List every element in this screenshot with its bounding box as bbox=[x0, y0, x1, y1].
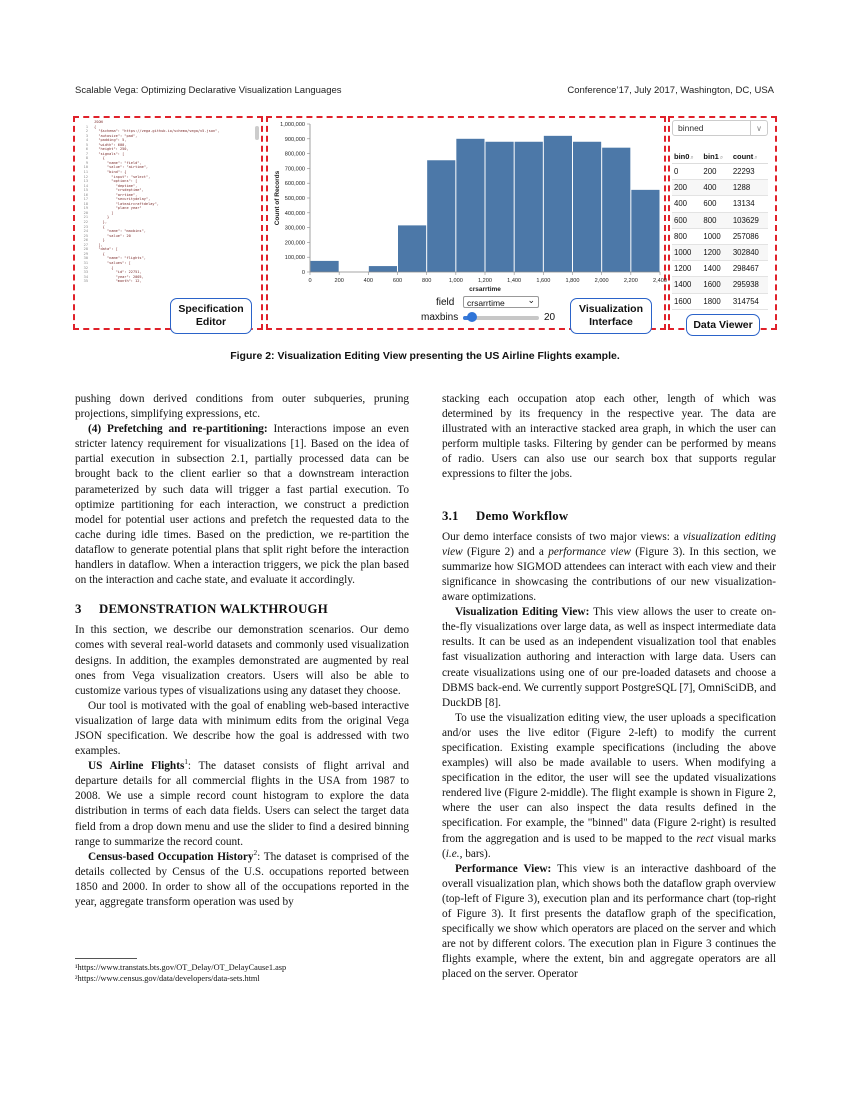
section-number: 3 bbox=[75, 602, 82, 617]
maxbins-label: maxbins bbox=[421, 312, 459, 323]
table-cell: 800 bbox=[701, 212, 730, 228]
footnote-2[interactable]: ²https://www.census.gov/data/developers/data-sets.html bbox=[75, 974, 260, 983]
column-header-label: bin1 bbox=[703, 151, 719, 161]
table-cell: 400 bbox=[701, 180, 730, 196]
code-text: { bbox=[94, 265, 114, 270]
table-cell: 600 bbox=[701, 196, 730, 212]
histogram-chart bbox=[268, 118, 667, 298]
histogram-bar bbox=[486, 142, 514, 272]
paragraph-heading: Performance View: bbox=[455, 862, 552, 875]
code-text: "value": "airtime", bbox=[94, 165, 149, 170]
line-number: 17 bbox=[83, 197, 88, 202]
emphasis: visualization editing view bbox=[442, 530, 776, 558]
line-number: 13 bbox=[83, 179, 88, 184]
x-tick-label: 2,200 bbox=[623, 278, 638, 284]
x-tick-label: 1,200 bbox=[478, 278, 492, 284]
column-header-label: count bbox=[732, 151, 754, 161]
running-header-venue: Conference’17, July 2017, Washington, DC, USA bbox=[567, 85, 774, 96]
histogram-bar bbox=[369, 266, 397, 272]
paragraph-heading: US Airline Flights bbox=[88, 760, 185, 773]
line-number: 22 bbox=[83, 220, 88, 225]
y-axis-title: Count of Records bbox=[274, 170, 281, 226]
line-number: 32 bbox=[83, 265, 88, 270]
subsection-heading bbox=[442, 509, 776, 524]
x-tick-label: 0 bbox=[308, 278, 312, 284]
table-cell: 257086 bbox=[731, 228, 768, 244]
column-header-bin0[interactable] bbox=[672, 150, 701, 164]
paragraph bbox=[75, 850, 409, 910]
figure-caption: Figure 2: Visualization Editing View presenting the US Airline Flights example. bbox=[230, 350, 620, 362]
code-text: "name": "flights", bbox=[94, 256, 146, 261]
code-text: "crsdeptime", bbox=[94, 188, 144, 193]
code-text: { bbox=[94, 156, 105, 161]
y-tick-label: 600,000 bbox=[284, 181, 305, 188]
code-text: "bind": { bbox=[94, 170, 127, 175]
table-cell: 200 bbox=[672, 180, 701, 196]
field-select[interactable]: crsarrtime ⌄ bbox=[463, 296, 539, 308]
x-tick-label: 400 bbox=[363, 278, 374, 284]
search-icon[interactable]: ⌕ bbox=[719, 154, 724, 161]
running-header-title: Scalable Vega: Optimizing Declarative Visualization Languages bbox=[75, 85, 342, 96]
table-cell: 1200 bbox=[701, 244, 730, 260]
histogram-bar bbox=[427, 160, 455, 272]
paragraph-text: : The dataset is comprised of the details collected by Census of the U.S. occupations reported between 1850 and 2000. In order to show all of the occupations reported in the year, aggregate transform operation was used by bbox=[75, 850, 409, 908]
column-header-bin1[interactable] bbox=[701, 150, 730, 164]
y-tick-label: 200,000 bbox=[284, 240, 305, 247]
table-row[interactable] bbox=[672, 212, 768, 228]
code-text: "padding": 5, bbox=[94, 138, 127, 143]
line-number: 2 bbox=[85, 129, 88, 134]
line-number: 10 bbox=[83, 165, 88, 170]
table-cell: 1200 bbox=[672, 261, 701, 277]
y-tick-label: 1,000,000 bbox=[280, 122, 305, 128]
table-row[interactable] bbox=[672, 293, 768, 309]
line-number: 18 bbox=[83, 201, 88, 206]
chevron-down-icon: ∨ bbox=[750, 121, 767, 135]
emphasis: i.e., bbox=[445, 847, 463, 860]
histogram-bar bbox=[398, 225, 426, 272]
paragraph-text: This view allows the user to create on-the-fly visualizations over large data, as well as inspect intermediate data results. It can be used as an independent visualization tool that enables fast visualization authoring and interaction with large data. Users can create visualizations using one of our pre-loaded datasets and choose a DBMS back-end. We currently support PostgreSQL [7], OmniSciDB, and DuckDB [8]. bbox=[442, 606, 776, 709]
table-row[interactable] bbox=[672, 228, 768, 244]
table-cell: 1600 bbox=[672, 293, 701, 309]
paragraph: In this section, we describe our demonstration scenarios. Our demo comes with several real-world datasets and commonly used visualization designs. In addition, the examples demonstrated are augmented by real ones from Vega visualization creators. Users will also be able to customize various types of visualizations using any dataset they choose. bbox=[75, 624, 409, 697]
table-cell: 0 bbox=[672, 164, 701, 180]
table-cell: 800 bbox=[672, 228, 701, 244]
x-tick-label: 200 bbox=[334, 278, 344, 284]
line-number: 4 bbox=[85, 138, 88, 143]
table-cell: 1800 bbox=[701, 293, 730, 309]
line-number: 35 bbox=[83, 279, 88, 284]
paragraph bbox=[75, 422, 409, 588]
line-number: 21 bbox=[83, 215, 88, 220]
x-tick-label: 1,400 bbox=[507, 278, 522, 284]
line-number: 12 bbox=[83, 174, 88, 179]
table-cell: 103629 bbox=[731, 212, 768, 228]
line-number: 14 bbox=[83, 183, 88, 188]
code-text: { bbox=[94, 124, 97, 129]
callout-editor-line1: Specification bbox=[178, 303, 244, 315]
table-cell: 314754 bbox=[731, 293, 768, 309]
callout-visualization-interface bbox=[570, 298, 652, 334]
code-text: "lateaircraftdelay", bbox=[94, 201, 159, 206]
line-number: 31 bbox=[83, 260, 88, 265]
code-text: "deptime", bbox=[94, 183, 138, 188]
editor-mode-label: JSON bbox=[94, 120, 103, 124]
code-text: }, bbox=[94, 220, 107, 225]
paragraph bbox=[442, 862, 776, 983]
table-row[interactable] bbox=[672, 261, 768, 277]
line-number: 7 bbox=[85, 151, 88, 156]
column-header-label: bin0 bbox=[674, 151, 690, 161]
code-text: "data": [ bbox=[94, 247, 118, 252]
paragraph-text: To use the visualization editing view, the user uploads a specification and/or uses the live editor (Figure 2-left) to modify the current specification. Existing example specifications (including the above examples) will also be made available to users. When modifying a specification in the editor, the user will see the updated visualizations rendered live (Figure 2-middle). The flight example is shown in Figure 2, where the user can also inspect the data results defined in the specification. For example, the "binned" data (Figure 2-right) is resulted from the aggregation and is used to be mapped to the bbox=[442, 711, 776, 845]
section-title: Demo Workflow bbox=[476, 508, 569, 523]
y-tick-label: 400,000 bbox=[284, 210, 305, 217]
table-row[interactable] bbox=[672, 277, 768, 293]
line-number: 27 bbox=[83, 242, 88, 247]
data-table bbox=[672, 150, 768, 310]
line-number: 25 bbox=[83, 233, 88, 238]
x-tick-label: 1,600 bbox=[536, 278, 551, 284]
paragraph-text: This view is an interactive dashboard of the overall visualization plan, which shows both the dataflow graph overview (top-left of Figure 3), execution plan and its performance chart (top-right of Figure 3). It first presents the dataflow graph of the specification, specifically we show which operators are placed on the server and which are not by different colors. The execution plan in Figure 3 continues the flights example, where the extent, bin and aggregate operators are all placed on the server. Operator bbox=[442, 862, 776, 981]
paragraph-text: : The dataset consists of flight arrival and departure details for all commercial flights in the USA from 1987 to 2008. We use a simple record count histogram to explore the data distribution in terms of each data fields. Users can select the target data field from a drop down menu and use the slider to find a desired binning range to summarize the record count. bbox=[75, 760, 409, 848]
code-editor[interactable] bbox=[78, 120, 220, 284]
search-icon[interactable]: ⌕ bbox=[690, 154, 694, 161]
table-cell: 302840 bbox=[731, 244, 768, 260]
y-tick-label: 800,000 bbox=[284, 151, 305, 158]
table-row[interactable] bbox=[672, 164, 768, 180]
callout-vis-line2: Interface bbox=[589, 316, 633, 328]
paragraph-text: visual marks ( bbox=[442, 832, 776, 860]
paragraph-text: Interactions impose an even stricter latency requirement for visualizations [1]. Based on the idea of partial execution in subsection 2.1, partially processed data can be brought back to the client earlier so that a downstream interaction parameterized by such data will trigger a fast partial execution. To optimize partitioning for each interaction, we construct a prediction model for potential user actions and prefetch the requested data to the cache during idle times. Based on the prediction, we re-partition the dataflow to generate potential plans that split right before the interaction handlers in dataflow. When a interaction triggers, we pick the plan based on the interaction and cache state, and evaluate it accordingly. bbox=[75, 423, 409, 587]
line-number: 24 bbox=[83, 229, 88, 234]
line-number: 9 bbox=[85, 160, 88, 165]
left-column bbox=[75, 392, 409, 910]
code-text: { bbox=[94, 224, 105, 229]
search-icon[interactable]: ⌕ bbox=[754, 154, 758, 161]
x-axis-title: crsarrtime bbox=[469, 286, 501, 293]
code-text: "$schema": "https://vega.github.io/schema/vega/v5.json", bbox=[94, 129, 220, 134]
code-text: "height": 250, bbox=[94, 147, 129, 152]
line-number: 11 bbox=[83, 170, 88, 175]
line-number: 19 bbox=[83, 206, 88, 211]
line-number: 8 bbox=[85, 156, 88, 161]
table-row[interactable] bbox=[672, 180, 768, 196]
x-tick-label: 600 bbox=[392, 278, 403, 284]
x-tick-label: 1,000 bbox=[448, 278, 463, 284]
code-text: ] bbox=[94, 210, 114, 215]
histogram-bar bbox=[602, 148, 630, 272]
footnote-1[interactable]: ¹https://www.transtats.bts.gov/OT_Delay/OT_DelayCause1.asp bbox=[75, 963, 287, 972]
paragraph bbox=[442, 605, 776, 711]
code-text: } bbox=[94, 238, 105, 243]
code-text: "name": "field", bbox=[94, 160, 142, 165]
callout-specification-editor bbox=[170, 298, 252, 334]
paragraph-heading: Census-based Occupation History bbox=[88, 850, 254, 863]
line-number: 5 bbox=[85, 142, 88, 147]
paragraph bbox=[442, 711, 776, 862]
callout-data-viewer: Data Viewer bbox=[686, 314, 760, 336]
x-tick-label: 2,000 bbox=[594, 278, 609, 284]
code-text: } bbox=[94, 215, 110, 220]
paragraph-text: (Figure 2) and a bbox=[462, 545, 549, 558]
y-tick-label: 100,000 bbox=[284, 255, 305, 262]
table-cell: 200 bbox=[701, 164, 730, 180]
line-number: 33 bbox=[83, 270, 88, 275]
paragraph-text: (Figure 3). In this section, we summarize how SIGMOD attendees can interact with each view and their significance in showcasing the contributions of our new visualization-aware optimizations. bbox=[442, 545, 776, 604]
field-label: field bbox=[436, 297, 455, 308]
code-text: "id": 22751, bbox=[94, 270, 142, 275]
table-cell: 298467 bbox=[731, 261, 768, 277]
histogram-bar bbox=[631, 190, 659, 272]
paragraph bbox=[75, 759, 409, 850]
footnote-rule bbox=[75, 958, 137, 959]
code-text: "securitydelay", bbox=[94, 197, 151, 202]
code-text: "options": [ bbox=[94, 179, 138, 184]
line-number: 3 bbox=[85, 133, 88, 138]
section-number: 3.1 bbox=[442, 508, 459, 523]
section-heading bbox=[75, 602, 409, 617]
code-text: "value": 20 bbox=[94, 233, 131, 238]
paragraph-text: Our demo interface consists of two major views: a bbox=[442, 530, 683, 543]
y-tick-label: 900,000 bbox=[284, 136, 305, 143]
x-tick-label: 1,800 bbox=[565, 278, 580, 284]
paragraph-heading: Visualization Editing View: bbox=[455, 606, 590, 619]
y-tick-label: 300,000 bbox=[284, 225, 305, 232]
paragraph: stacking each occupation atop each other, length of which was determined by its frequency in the respective year. The data are illustrated with an interactive stacked area graph, in which the user can perform multiple tasks. Filtering by gender can be performed by means of radio. Users can also use our search box that supports regular expressions to filter the jobs. bbox=[442, 393, 776, 481]
line-number: 20 bbox=[83, 210, 88, 215]
table-cell: 1000 bbox=[672, 244, 701, 260]
paragraph bbox=[442, 530, 776, 605]
editor-scrollbar[interactable] bbox=[255, 126, 259, 140]
code-text: "arrtime", bbox=[94, 192, 138, 197]
table-cell: 1600 bbox=[701, 277, 730, 293]
line-number: 34 bbox=[83, 274, 88, 279]
table-cell: 1000 bbox=[701, 228, 730, 244]
section-title: DEMONSTRATION WALKTHROUGH bbox=[99, 602, 328, 617]
x-tick-label: 2,400 bbox=[653, 278, 667, 284]
table-cell: 13134 bbox=[731, 196, 768, 212]
line-number: 1 bbox=[85, 124, 88, 129]
callout-editor-line2: Editor bbox=[195, 316, 227, 328]
code-text: "year": 2005, bbox=[94, 274, 144, 279]
line-number: 29 bbox=[83, 251, 88, 256]
footnote-ref[interactable]: 1 bbox=[184, 758, 188, 767]
emphasis: rect bbox=[696, 832, 714, 845]
line-number: 16 bbox=[83, 192, 88, 197]
histogram-bar bbox=[456, 139, 484, 272]
code-text: { bbox=[94, 251, 105, 256]
code-text: ], bbox=[94, 242, 103, 247]
maxbins-slider-handle[interactable] bbox=[467, 312, 477, 322]
callout-vis-line1: Visualization bbox=[579, 303, 643, 315]
code-text: "name": "maxbins", bbox=[94, 229, 146, 234]
line-number: 6 bbox=[85, 147, 88, 152]
column-header-count[interactable] bbox=[731, 150, 768, 164]
line-number: 15 bbox=[83, 188, 88, 193]
code-line[interactable] bbox=[78, 279, 220, 284]
table-cell: 295938 bbox=[731, 277, 768, 293]
x-tick-label: 800 bbox=[421, 278, 432, 284]
table-cell: 1288 bbox=[731, 180, 768, 196]
dataset-select-value: binned bbox=[678, 123, 704, 133]
paragraph: pushing down derived conditions from outer subqueries, pruning projections, simplifying expressions, etc. bbox=[75, 393, 409, 421]
table-cell: 400 bbox=[672, 196, 701, 212]
y-tick-label: 0 bbox=[301, 270, 305, 276]
paragraph-heading: (4) Prefetching and re-partitioning: bbox=[88, 423, 268, 436]
code-text: "input": "select", bbox=[94, 174, 151, 179]
paragraph-text: bars). bbox=[462, 847, 491, 860]
line-number: 30 bbox=[83, 256, 88, 261]
table-cell: 1400 bbox=[672, 277, 701, 293]
histogram-bar bbox=[311, 261, 339, 272]
table-row[interactable] bbox=[672, 196, 768, 212]
line-number: 28 bbox=[83, 247, 88, 252]
footnote-ref[interactable]: 2 bbox=[253, 848, 258, 857]
code-text: "width": 600, bbox=[94, 142, 127, 147]
code-text: "autosize": "pad", bbox=[94, 133, 138, 138]
emphasis: performance view bbox=[548, 545, 631, 558]
y-tick-label: 500,000 bbox=[284, 196, 305, 202]
table-row[interactable] bbox=[672, 244, 768, 260]
line-number: 26 bbox=[83, 238, 88, 243]
table-cell: 1400 bbox=[701, 261, 730, 277]
right-column bbox=[442, 392, 776, 982]
y-tick-label: 700,000 bbox=[284, 166, 305, 173]
table-cell: 600 bbox=[672, 212, 701, 228]
dataset-select[interactable] bbox=[672, 120, 768, 136]
code-text: "plane year" bbox=[94, 206, 142, 211]
table-cell: 22293 bbox=[731, 164, 768, 180]
code-text: "month": 12, bbox=[94, 279, 142, 284]
paragraph: Our tool is motivated with the goal of enabling web-based interactive visualization of large data with minimum edits from the original Vega JSON specification. We describe how the goal is addressed with two examples. bbox=[75, 699, 409, 758]
histogram-bar bbox=[544, 136, 572, 272]
histogram-bar bbox=[573, 142, 601, 272]
line-number: 23 bbox=[83, 224, 88, 229]
code-text: "values": [ bbox=[94, 260, 131, 265]
histogram-bar bbox=[515, 142, 543, 272]
code-text: "signals": [ bbox=[94, 151, 125, 156]
maxbins-value: 20 bbox=[544, 312, 556, 323]
